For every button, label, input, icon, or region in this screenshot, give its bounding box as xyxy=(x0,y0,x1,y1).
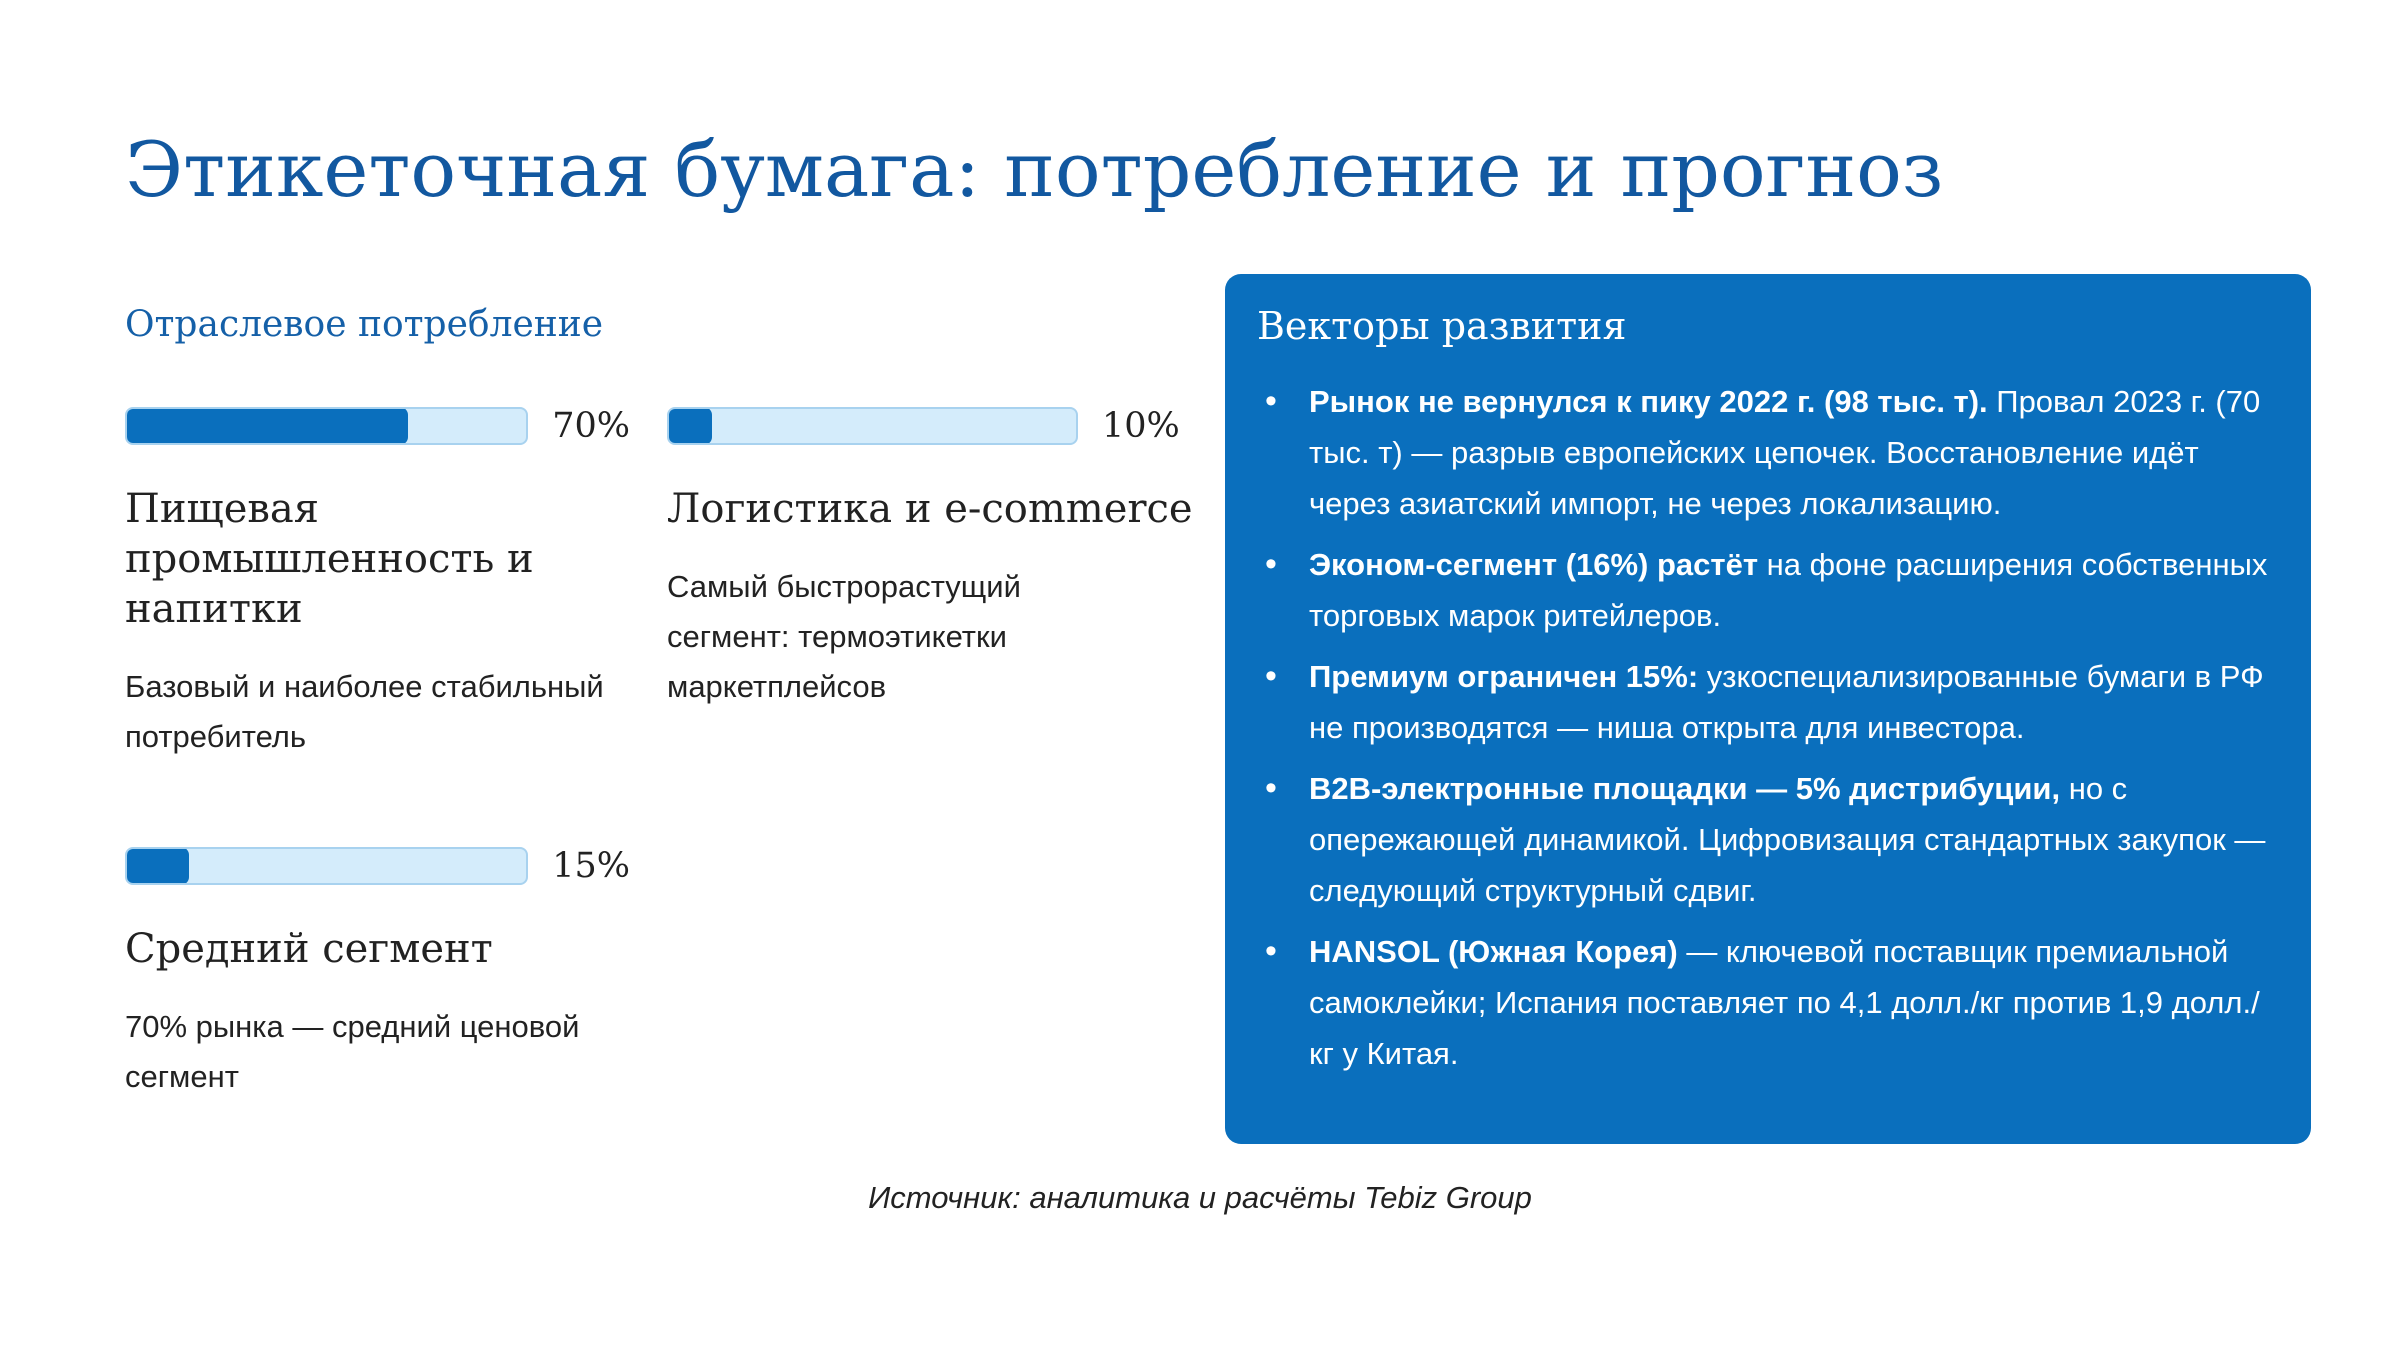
list-item xyxy=(1257,926,2279,1079)
vector-text: узкоспециализированные бумаги в РФ не производятся — ниша открыта для инвестора. xyxy=(1309,659,2264,745)
vector-highlight: Премиум ограничен 15%: xyxy=(1309,659,1699,694)
metric-percent: 70% xyxy=(552,406,630,446)
vector-highlight: Эконом-сегмент (16%) растёт xyxy=(1309,547,1759,582)
metric-food-industry xyxy=(125,406,630,762)
progress-bar-fill xyxy=(125,407,408,445)
page-title: Этикеточная бумага: потребление и прогноз xyxy=(125,125,1944,214)
progress-bar xyxy=(125,847,528,885)
vectors-heading: Векторы развития xyxy=(1257,304,1627,348)
metric-description: 70% рынка — средний ценовой сегмент xyxy=(125,1009,580,1094)
vectors-list xyxy=(1257,376,2279,1079)
vector-text: Провал 2023 г. (70 тыс. т) — разрыв европейских цепочек. Восстановление идёт через азиатский импорт, не через локализацию. xyxy=(1309,384,2261,521)
progress-bar-fill xyxy=(125,847,189,885)
vector-highlight: Рынок не вернулся к пику 2022 г. (98 тыс. т). xyxy=(1309,384,1988,419)
consumption-heading: Отраслевое потребление xyxy=(125,304,604,345)
metric-bar-row xyxy=(667,406,1187,446)
metric-title: Пищевая промышленность и напитки xyxy=(125,486,534,632)
development-vectors-panel xyxy=(1225,274,2311,1144)
vector-text: но с опережающей динамикой. Цифровизация стандартных закупок — следующий структурный сдвиг. xyxy=(1309,771,2266,908)
metric-percent: 10% xyxy=(1102,406,1180,446)
list-item xyxy=(1257,539,2279,641)
list-item xyxy=(1257,651,2279,753)
metric-description: Самый быстрорастущий сегмент: термоэтикетки маркетплейсов xyxy=(667,569,1021,704)
vector-text: на фоне расширения собственных торговых марок ритейлеров. xyxy=(1309,547,2268,633)
progress-bar-fill xyxy=(667,407,712,445)
source-note: Источник: аналитика и расчёты Tebiz Group xyxy=(868,1180,1532,1215)
list-item xyxy=(1257,376,2279,529)
metric-title: Средний сегмент xyxy=(125,926,493,972)
vector-highlight: HANSOL (Южная Корея) xyxy=(1309,934,1678,969)
metric-mid-segment xyxy=(125,846,630,1102)
metric-title: Логистика и e-commerce xyxy=(667,486,1193,532)
metric-logistics xyxy=(667,406,1193,712)
progress-bar xyxy=(667,407,1078,445)
metric-bar-row xyxy=(125,846,630,886)
vector-highlight: B2B-электронные площадки — 5% дистрибуции, xyxy=(1309,771,2061,806)
metric-bar-row xyxy=(125,406,630,446)
progress-bar xyxy=(125,407,528,445)
list-item xyxy=(1257,763,2279,916)
metric-percent: 15% xyxy=(552,846,630,886)
metric-description: Базовый и наиболее стабильный потребитель xyxy=(125,669,604,754)
vector-text: — ключевой поставщик премиальной самоклейки; Испания поставляет по 4,1 долл./кг против 1,9 долл./кг у Китая. xyxy=(1309,934,2260,1071)
